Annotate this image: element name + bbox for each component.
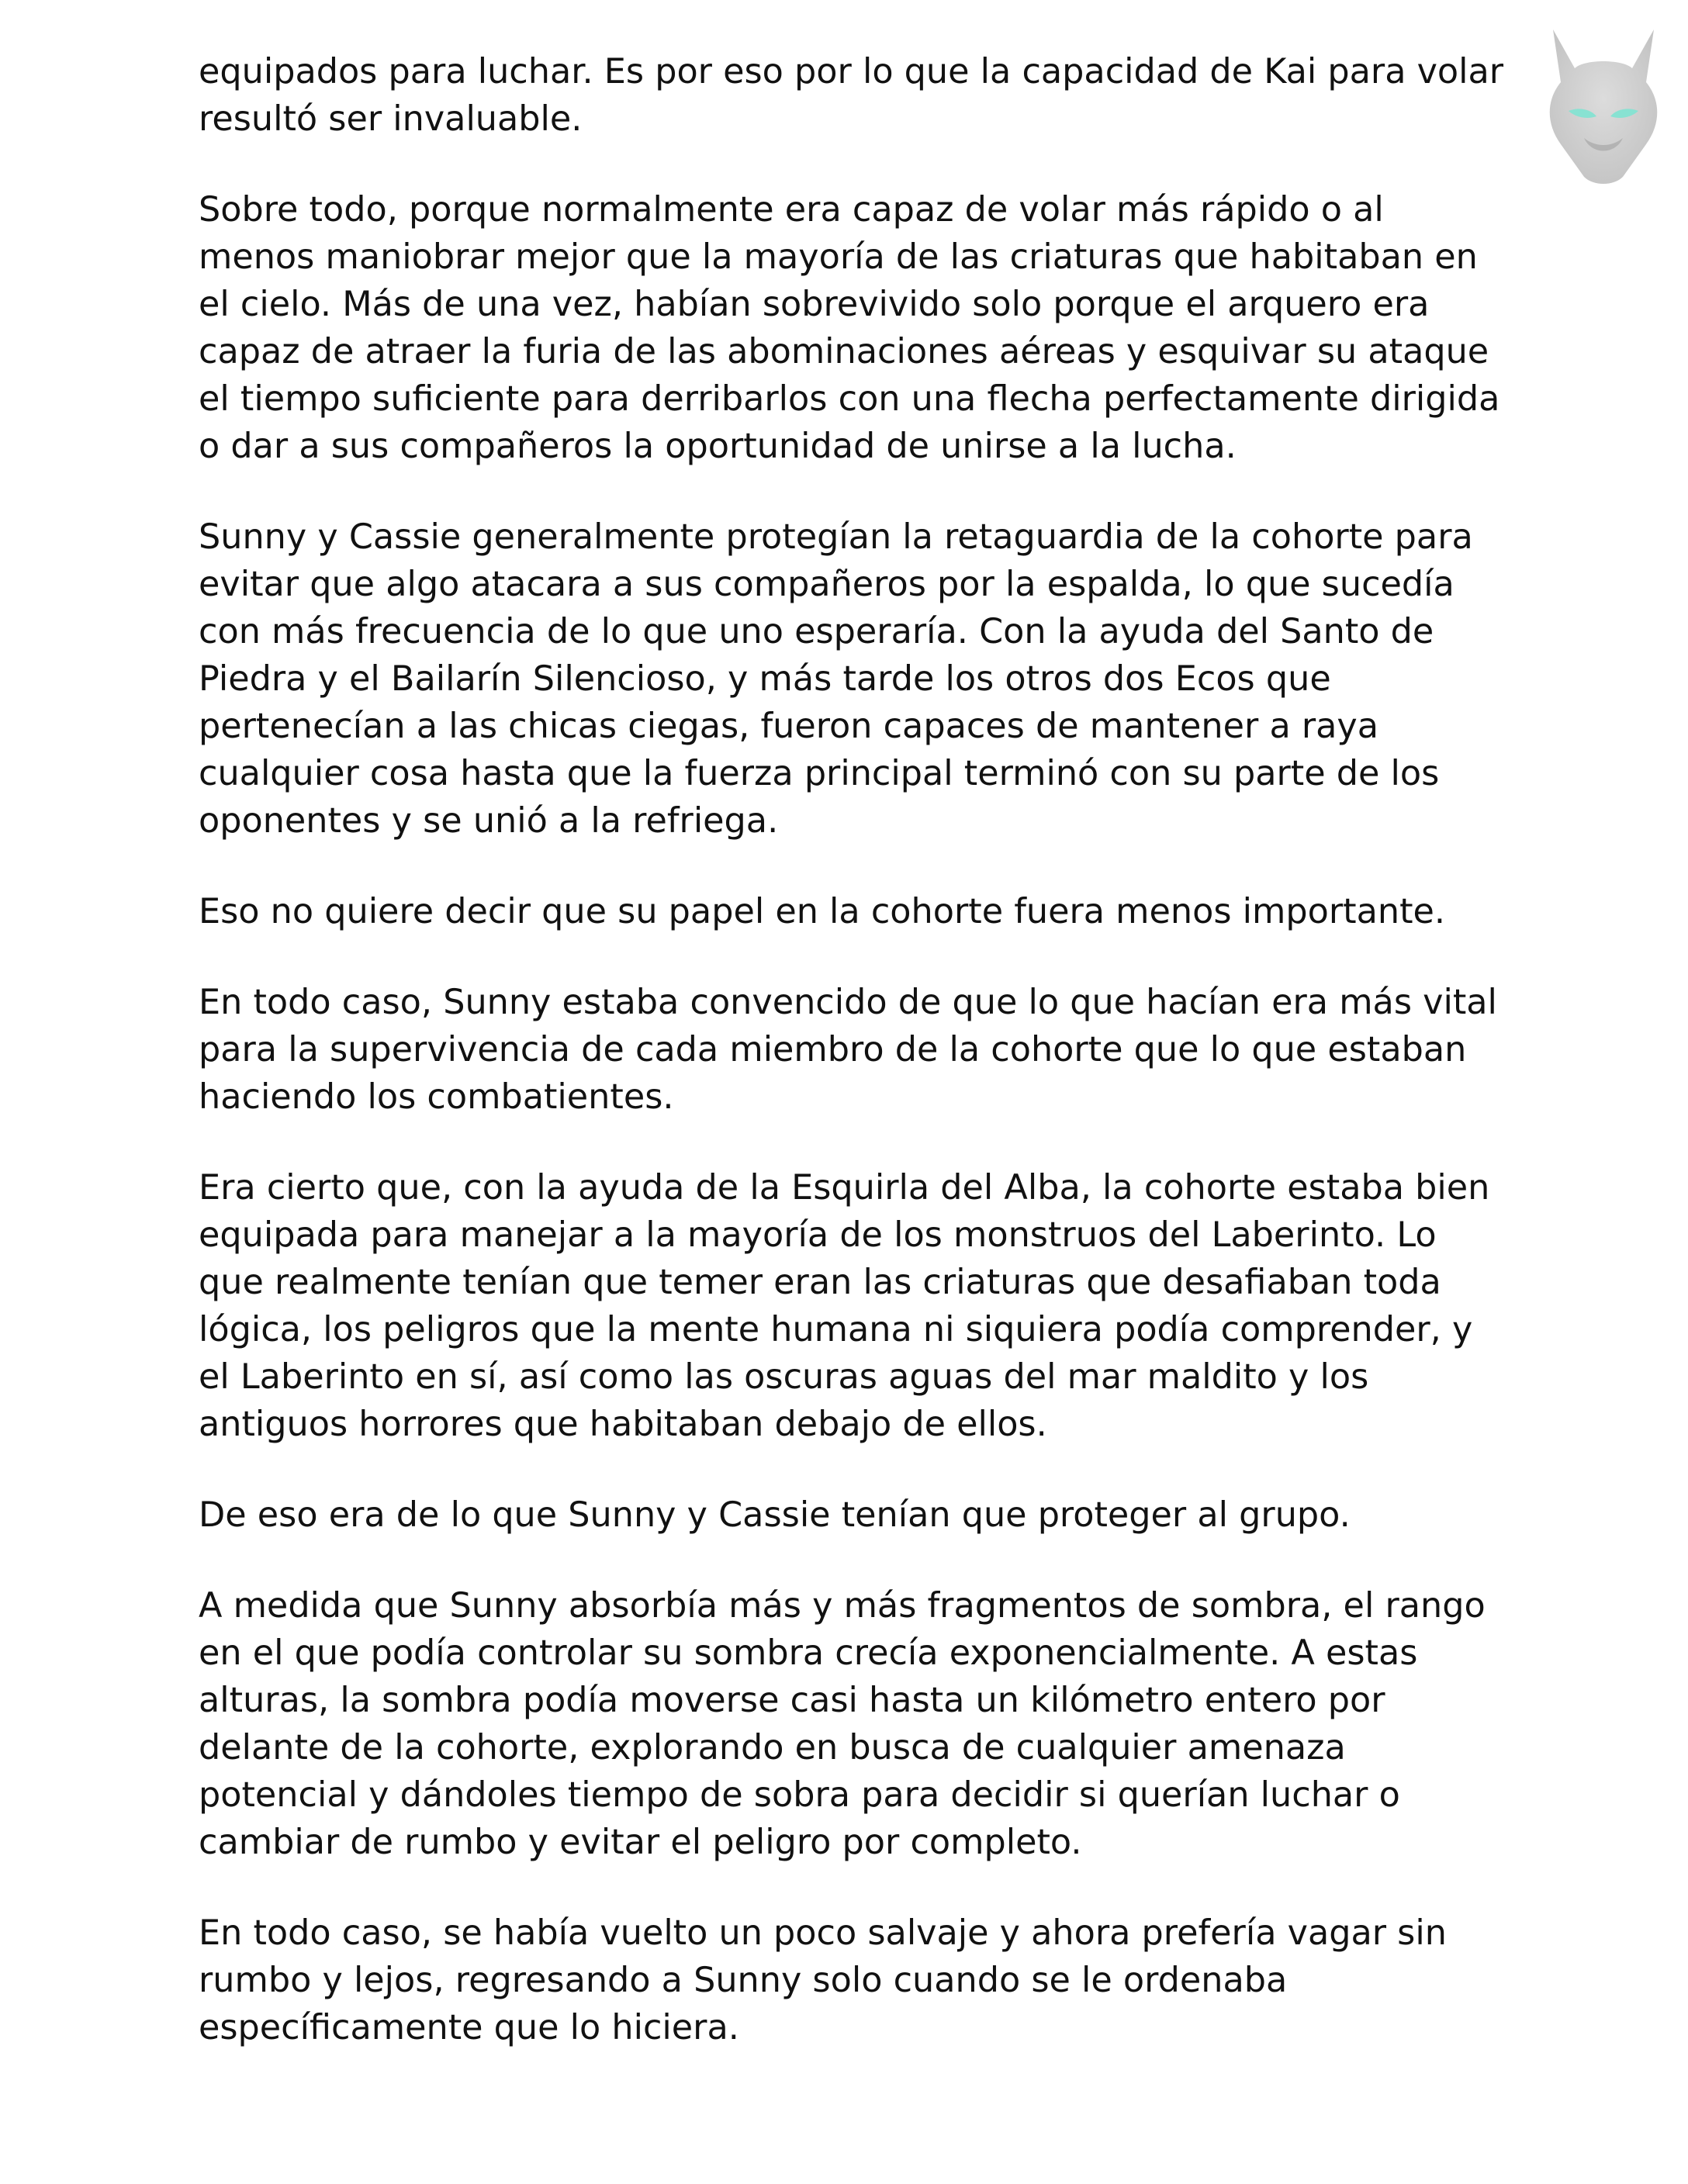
paragraph: De eso era de lo que Sunny y Cassie tenían que proteger al grupo. (199, 1495, 1351, 1535)
paragraph: En todo caso, se había vuelto un poco salvaje y ahora prefería vagar sin rumbo y lejos, regresando a Sunny solo cuando se le ordenaba específicamente que lo hiciera. (199, 1913, 1447, 2047)
paragraph: En todo caso, Sunny estaba convencido de que lo que hacían era más vital para la supervivencia de cada miembro de la cohorte que lo que estaban haciendo los combatientes. (199, 983, 1497, 1117)
paragraph: Era cierto que, con la ayuda de la Esquirla del Alba, la cohorte estaba bien equipada para manejar a la mayoría de los monstruos del Laberinto. Lo que realmente tenían que temer eran las criaturas que desafiaban toda lógica, los peligros que la mente humana ni siquiera podía comprender, y el Laberinto en sí, así como las oscuras aguas del mar maldito y los antiguos horrores que habitaban debajo de ellos. (199, 1168, 1490, 1444)
paragraph: Sobre todo, porque normalmente era capaz de volar más rápido o al menos maniobrar mejor que la mayoría de las criaturas que habitaban en el cielo. Más de una vez, habían sobrevivido solo porque el arquero era capaz de atraer la furia de las abominaciones aéreas y esquivar su ataque el tiempo suficiente para derribarlos con una flecha perfectamente dirigida o dar a sus compañeros la oportunidad de unirse a la lucha. (199, 190, 1500, 466)
paragraph: equipados para luchar. Es por eso por lo que la capacidad de Kai para volar resultó ser invaluable. (199, 52, 1504, 139)
paragraph: Sunny y Cassie generalmente protegían la retaguardia de la cohorte para evitar que algo atacara a sus compañeros por la espalda, lo que sucedía con más frecuencia de lo que uno esperaría. Con la ayuda del Santo de Piedra y el Bailarín Silencioso, y más tarde los otros dos Ecos que pertenecían a las chicas ciegas, fueron capaces de mantener a raya cualquier cosa hasta que la fuerza principal terminó con su parte de los oponentes y se unió a la refriega. (199, 517, 1473, 841)
paragraph: Eso no quiere decir que su papel en la cohorte fuera menos importante. (199, 892, 1446, 931)
paragraph: A medida que Sunny absorbía más y más fragmentos de sombra, el rango en el que podía controlar su sombra crecía exponencialmente. A estas alturas, la sombra podía moverse casi hasta un kilómetro entero por delante de la cohorte, explorando en busca de cualquier amenaza potencial y dándoles tiempo de sobra para decidir si querían luchar o cambiar de rumbo y evitar el peligro por completo. (199, 1586, 1486, 1862)
demon-head-logo-icon (1530, 14, 1677, 192)
document-body (199, 48, 1510, 2095)
